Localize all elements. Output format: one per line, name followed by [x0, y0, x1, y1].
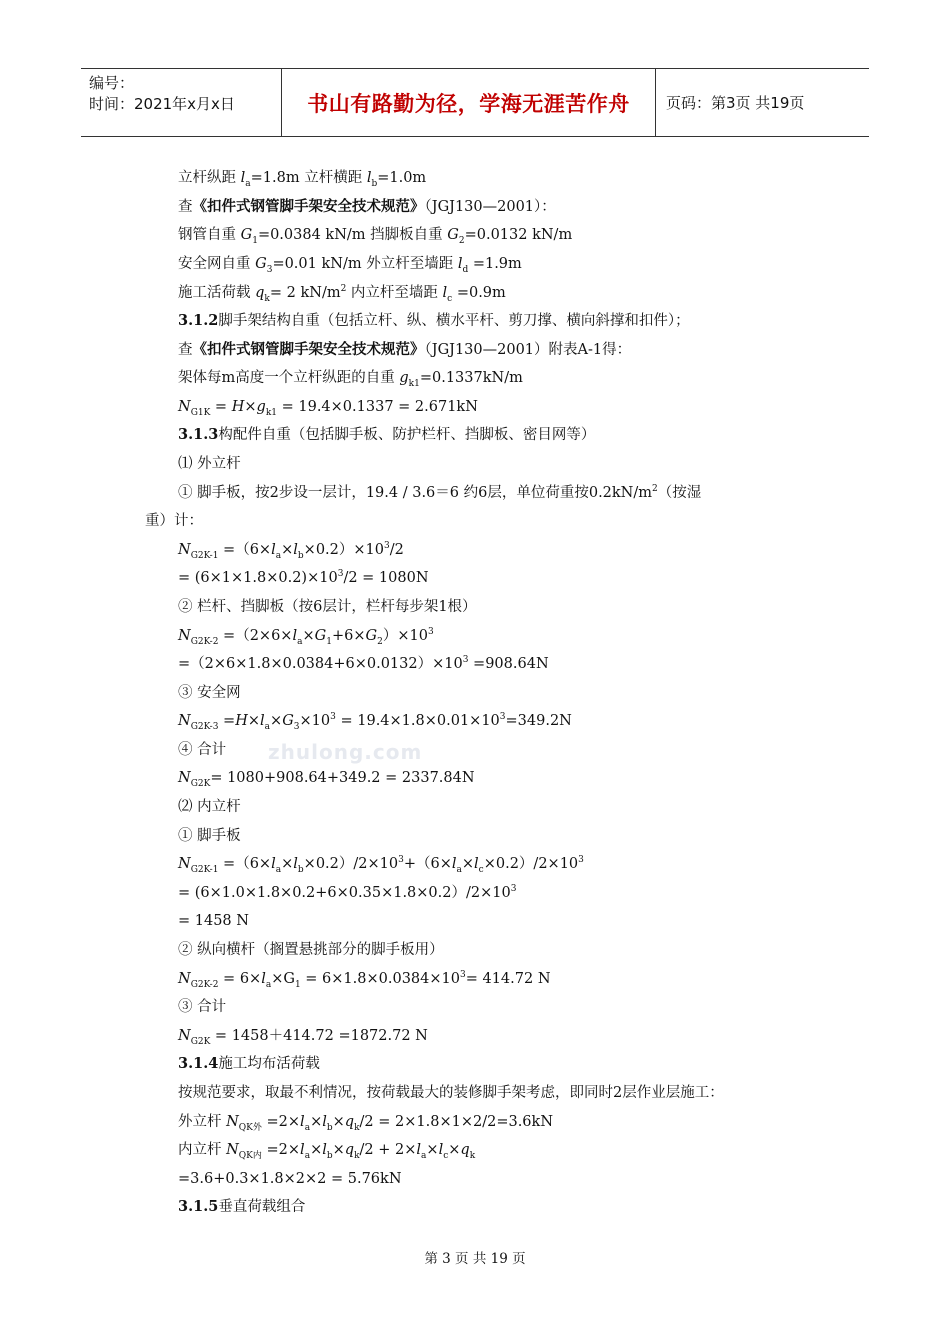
text-line: $N_{G2K-1} =(6\times l_a\times l_b\times 0.2)/2\times 10^3+(6\times l_a\times l_c\times 0.2)/2\times 10^3$: [178, 855, 584, 875]
text-line: $N_{G2K-2} = 6\times l_a\times G_1 = 6\times 1.8\times 0.0384\times 10^3= 414.72$ N: [178, 970, 551, 990]
text-line: ③ 合计: [178, 999, 227, 1015]
header-motto: 书山有路勤为径，学海无涯苦作舟: [282, 69, 656, 136]
text-line: 查《扣件式钢管脚手架安全技术规范》（JGJ130—2001）附表A-1得：: [178, 341, 632, 358]
watermark: zhulong.com: [268, 740, 423, 764]
text-line: ① 脚手板: [178, 828, 241, 844]
text-line: $=(2\times 6\times 1.8\times 0.0384+6\times 0.0132)\times 10^3 =908.64N$: [178, 655, 549, 672]
text-line: $N_{G2K} = 1458+414.72 =1872.72$ N: [178, 1028, 428, 1047]
text-line: ④ 合计: [178, 742, 227, 758]
date-label: 时间：2021年x月x日: [89, 95, 235, 113]
text-line: $N_{G1K} = H\times g_{k1} = 19.4\times 0.1337 = 2.671kN$: [178, 399, 478, 418]
text-line: 架体每m高度一个立杆纵距的自重 $g_{k1}=0.1337kN/m$: [178, 370, 523, 389]
text-line: 内立杆 $N_{QK内} =2\times l_a\times l_b\times q_k/2 + 2\times l_a\times l_c\times q_k$: [178, 1142, 476, 1161]
text-line: ② 栏杆、挡脚板（按6层计，栏杆每步架1根）: [178, 599, 477, 615]
text-line: 钢管自重 $G_1=0.0384$ kN/m 挡脚板自重 $G_2=0.0132$ kN/m: [178, 227, 573, 246]
text-line: 3.1.5垂直荷载组合: [178, 1198, 306, 1215]
text-line: ⑵ 内立杆: [178, 799, 241, 815]
text-line: 3.1.4施工均布活荷载: [178, 1055, 320, 1072]
code-label: 编号：: [89, 74, 135, 92]
header-page-info: 页码：第3页 共19页: [666, 94, 805, 112]
text-line: $N_{G2K-3} =H\times l_a\times G_3\times 10^3 = 19.4\times 1.8\times 0.01\times 10^3=349.2N$: [178, 712, 572, 732]
text-line: 3.1.3构配件自重（包括脚手板、防护栏杆、挡脚板、密目网等）: [178, 426, 596, 443]
text-line: ① 脚手板，按2步设一层计，19.4 / 3.6＝6 约6层，单位荷重按$0.2kN/m^2$（按湿: [178, 484, 702, 501]
text-line: $N_{G2K-2} =(2\times 6\times l_a\times G_1+6\times G_2)\times 10^3$: [178, 627, 434, 647]
text-line: ③ 安全网: [178, 685, 241, 701]
header-table: [81, 68, 869, 137]
text-line: 3.1.2脚手架结构自重（包括立杆、纵、横水平杆、剪刀撑、横向斜撑和扣件）；: [178, 312, 690, 329]
text-line: 重）计：: [145, 513, 203, 529]
text-line: ⑴ 外立杆: [178, 456, 241, 472]
text-line: ② 纵向横杆（搁置悬挑部分的脚手板用）: [178, 942, 444, 958]
text-line: $N_{G2K-1} =(6\times l_a\times l_b\times 0.2)\times 10^3/2$: [178, 541, 404, 561]
text-line: 立杆纵距 $l_a=1.8m$ 立杆横距 $l_b=1.0m$: [178, 170, 427, 189]
text-line: = $(6\times 1\times 1.8\times 0.2)\times 10^3/2 = 1080N$: [178, 569, 429, 586]
text-line: 按规范要求，取最不利情况，按荷载最大的装修脚手架考虑，即同时2层作业层施工：: [178, 1085, 724, 1101]
text-line: 安全网自重 $G_3=0.01$ kN/m 外立杆至墙距 $l_d =1.9m$: [178, 256, 522, 275]
text-line: = 1458 N: [178, 913, 249, 929]
text-line: 查《扣件式钢管脚手架安全技术规范》（JGJ130—2001）：: [178, 198, 556, 215]
text-line: =3.6+0.3×1.8×2×2 = 5.76kN: [178, 1171, 402, 1187]
text-line: 外立杆 $N_{QK外} =2\times l_a\times l_b\times q_k/2 = 2\times 1.8\times 1\times 2/2=3.6kN$: [178, 1114, 554, 1133]
text-line: = $(6\times 1.0\times 1.8\times 0.2+6\times 0.35\times 1.8\times 0.2)/2\times 10^3$: [178, 884, 517, 901]
page-footer: 第 3 页 共 19 页: [424, 1251, 526, 1267]
text-line: 施工活荷载 $q_k= 2$ $kN/m^2$ 内立杆至墙距 $l_c =0.9m$: [178, 284, 506, 304]
header-meta: [81, 69, 282, 136]
text-line: $N_{G2K}= 1080+908.64+349.2 = 2337.84N$: [178, 770, 475, 789]
